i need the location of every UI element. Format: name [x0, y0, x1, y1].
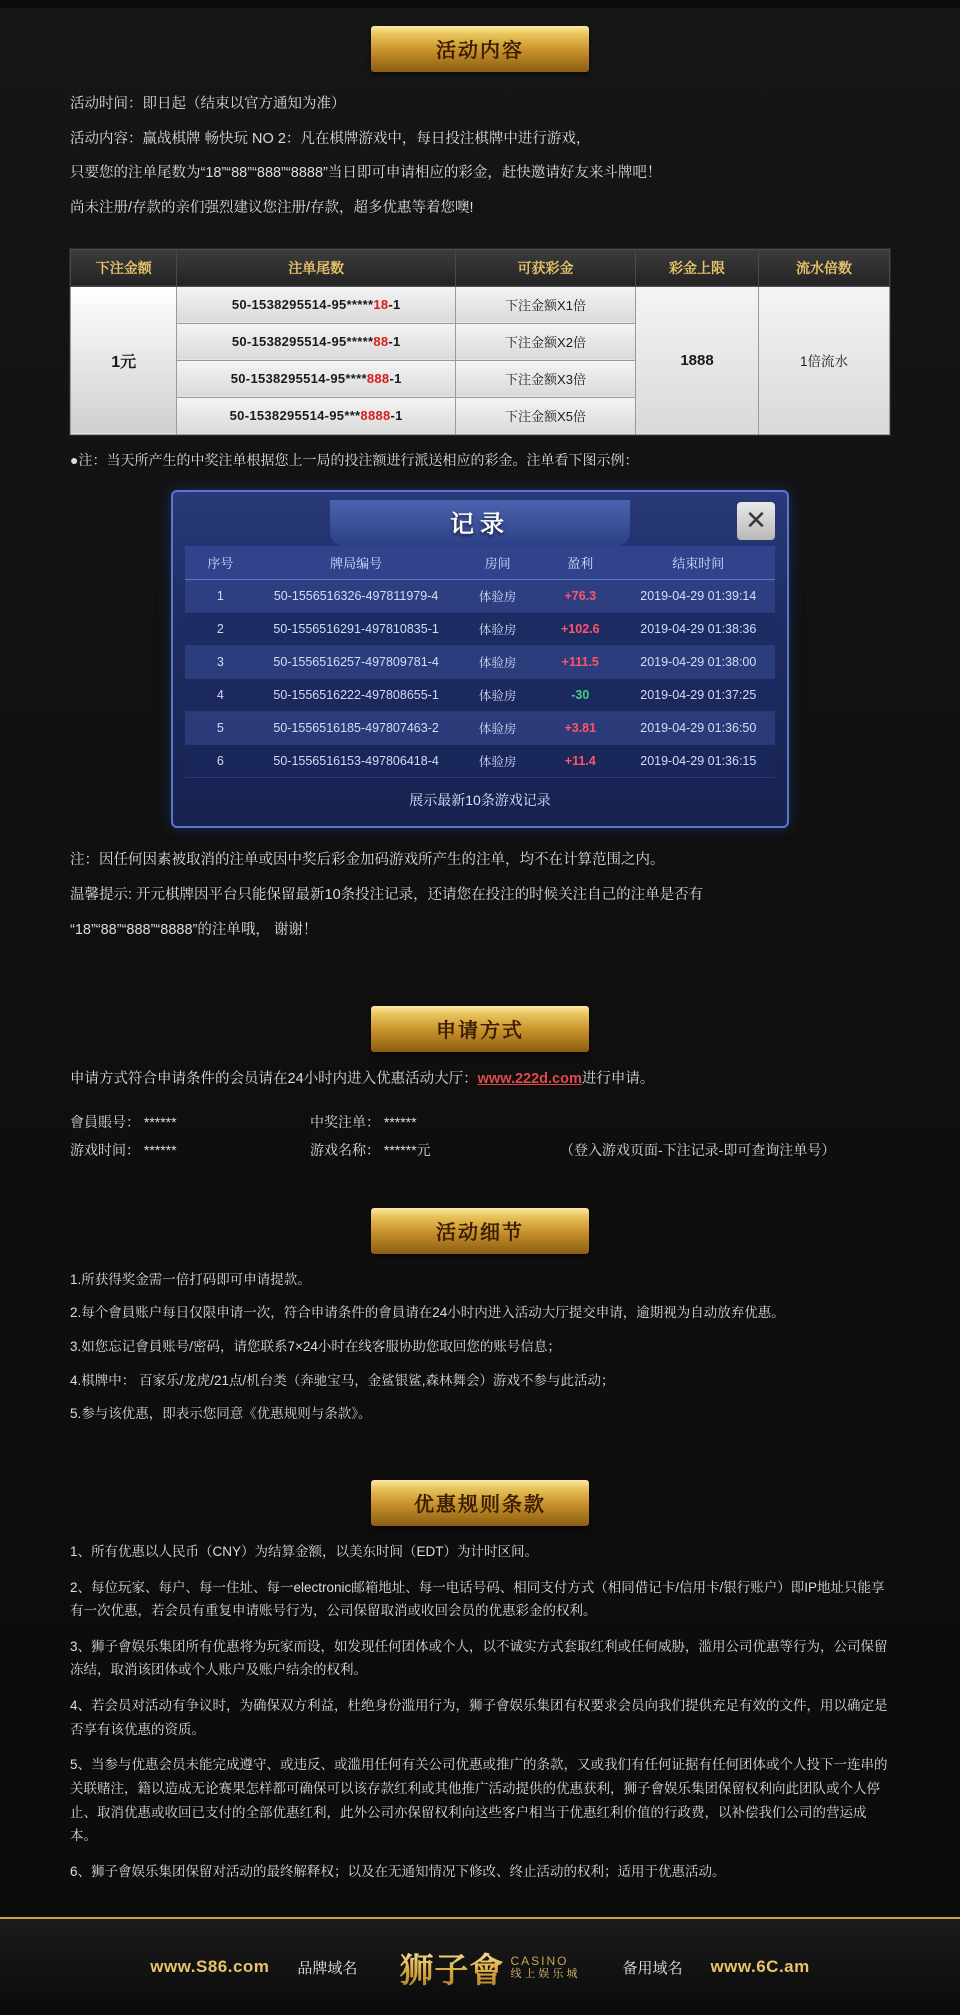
- th-bet-amount: 下注金额: [71, 249, 177, 286]
- intro-line-4: 尚未注册/存款的亲们强烈建议您注册/存款，超多优惠等着您噢!: [70, 199, 474, 216]
- apply-field-row: [70, 1136, 890, 1164]
- banner-label: 优惠规则条款: [414, 1493, 546, 1516]
- record-cell-room: 体验房: [456, 580, 539, 613]
- section-banner-apply: [0, 988, 960, 1066]
- section-banner-content: [0, 8, 960, 86]
- footer-main-label: 品牌域名: [297, 1959, 358, 1977]
- record-cell-no: 1: [185, 580, 256, 613]
- apply-pre-text: 申请方式符合申请条件的会员请在24小时内进入优惠活动大厅：: [70, 1071, 478, 1088]
- field-game-name: [310, 1136, 560, 1164]
- cell-serial: 50-1538295514-95***8888-1: [177, 397, 455, 434]
- th-flow: 流水倍数: [758, 249, 889, 286]
- detail-list: [70, 1268, 890, 1426]
- detail-item: 1.所获得奖金需一倍打码即可申请提款。: [70, 1271, 311, 1287]
- intro-line-3: 只要您的注单尾数为“18”“88”“888”“8888”当日即可申请相应的彩金，赶快邀请好友来斗牌吧！: [70, 165, 662, 182]
- brand-casino-text: CASINO: [510, 1953, 569, 1968]
- record-cell-game-id: 50-1556516185-497807463-2: [256, 712, 457, 745]
- footer-main-domain[interactable]: www.S86.com: [150, 1957, 270, 1977]
- page-footer: [0, 1917, 960, 2015]
- field-label: 中奖注单：: [310, 1113, 380, 1130]
- rth-time: 结束时间: [622, 546, 775, 580]
- field-extra-note: [560, 1108, 890, 1136]
- record-cell-no: 2: [185, 613, 256, 646]
- brand-sub-text: 线上娱乐城: [510, 1968, 581, 1980]
- cell-flow: 1倍流水: [758, 286, 889, 434]
- close-icon[interactable]: ✕: [737, 502, 775, 540]
- intro-line-1: 活动时间：即日起（结束以官方通知为准）: [70, 96, 346, 112]
- banner-rules-title: [371, 1480, 589, 1526]
- apply-fields: [70, 1108, 890, 1164]
- table-header-row: [71, 249, 890, 286]
- banner-detail-title: [371, 1208, 589, 1254]
- record-cell-time: 2019-04-29 01:38:36: [622, 613, 775, 646]
- record-cell-no: 4: [185, 679, 256, 712]
- cell-bonus: 下注金额X1倍: [455, 286, 635, 323]
- record-table: [185, 546, 775, 778]
- record-cell-profit: +102.6: [539, 613, 622, 646]
- cell-bonus: 下注金额X3倍: [455, 360, 635, 397]
- rule-item: 4、若会员对活动有争议时，为确保双方利益，杜绝身份滥用行为，狮子會娱乐集团有权要求会员向我们提供充足有效的文件，用以确定是否享有该优惠的资质。: [70, 1698, 888, 1737]
- record-title: 记录: [330, 500, 630, 547]
- cell-serial: 50-1538295514-95*****18-1: [177, 286, 455, 323]
- bonus-table: [70, 249, 890, 435]
- record-cell-room: 体验房: [456, 745, 539, 778]
- table-row: [71, 286, 890, 323]
- rth-room: 房间: [456, 546, 539, 580]
- field-label: 會員賬号：: [70, 1113, 140, 1130]
- record-row: [185, 712, 775, 745]
- record-row: [185, 646, 775, 679]
- bottom-notes: [70, 842, 890, 962]
- field-extra-note: （登入游戏页面-下注记录-即可查询注单号）: [560, 1141, 836, 1158]
- field-member-account: [70, 1108, 310, 1136]
- rule-item: 2、每位玩家、每户、每一住址、每一electronic邮箱地址、每一电话号码、相同支付方式（相同借记卡/信用卡/银行账户）即IP地址只能享有一次优惠，若会员有重复申请账号行为，公司保留取消或收回会员的优惠彩金的权利。: [70, 1579, 885, 1619]
- detail-item: 5.参与该优惠，即表示您同意《优惠规则与条款》。: [70, 1406, 372, 1422]
- banner-content-title: [371, 26, 589, 72]
- record-cell-game-id: 50-1556516153-497806418-4: [256, 745, 457, 778]
- section-banner-detail: [0, 1190, 960, 1268]
- apply-post-text: 进行申请。: [581, 1071, 655, 1088]
- record-cell-time: 2019-04-29 01:37:25: [622, 679, 775, 712]
- footer-backup-domain[interactable]: www.6C.am: [710, 1957, 810, 1977]
- brand-logo: [399, 1943, 580, 1992]
- record-cell-profit: +76.3: [539, 580, 622, 613]
- note-top: ●注：当天所产生的中奖注单根据您上一局的投注额进行派送相应的彩金。注单看下图示例：: [70, 451, 639, 468]
- record-cell-time: 2019-04-29 01:39:14: [622, 580, 775, 613]
- banner-label: 活动细节: [436, 1221, 524, 1244]
- note-line-2: 温馨提示: 开元棋牌因平台只能保留最新10条投注记录，还请您在投注的时候关注自己的注单是否有: [70, 887, 704, 903]
- record-cell-time: 2019-04-29 01:36:15: [622, 745, 775, 778]
- record-cell-profit: +3.81: [539, 712, 622, 745]
- rule-item: 6、狮子會娱乐集团保留对活动的最终解释权；以及在无通知情况下修改、终止活动的权利；适用于优惠活动。: [70, 1863, 726, 1879]
- field-winning-ticket: [310, 1108, 560, 1136]
- record-cell-game-id: 50-1556516257-497809781-4: [256, 646, 457, 679]
- record-cell-no: 3: [185, 646, 256, 679]
- field-value: ******: [143, 1113, 177, 1130]
- record-cell-profit: +11.4: [539, 745, 622, 778]
- record-cell-game-id: 50-1556516326-497811979-4: [256, 580, 457, 613]
- cell-serial: 50-1538295514-95*****88-1: [177, 323, 455, 360]
- record-cell-no: 5: [185, 712, 256, 745]
- banner-label: 活动内容: [436, 40, 524, 62]
- record-cell-room: 体验房: [456, 679, 539, 712]
- record-row: [185, 745, 775, 778]
- field-label: 游戏名称：: [310, 1141, 380, 1158]
- rule-item: 3、狮子會娱乐集团所有优惠将为玩家而设，如发现任何团体或个人，以不诚实方式套取红利或任何威胁，滥用公司优惠等行为，公司保留冻结，取消该团体或个人账户及账户结余的权利。: [70, 1638, 888, 1678]
- apply-field-row: [70, 1108, 890, 1136]
- record-header-row: [185, 546, 775, 580]
- cell-bonus: 下注金额X2倍: [455, 323, 635, 360]
- field-label: 游戏时间：: [70, 1141, 140, 1158]
- brand-name: 狮子會: [399, 1943, 504, 1992]
- record-cell-profit: -30: [539, 679, 622, 712]
- record-cell-game-id: 50-1556516222-497808655-1: [256, 679, 457, 712]
- record-cell-time: 2019-04-29 01:36:50: [622, 712, 775, 745]
- rule-item: 5、当参与优惠会员未能完成遵守、或违反、或滥用任何有关公司优惠或推广的条款，又或我们有任何证据有任何团体或个人投下一连串的关联赌注，籍以造成无论赛果怎样都可确保可以该存款红利或其他推广活动提供的优惠获利，狮子會娱乐集团保留权利向此团队或个人停止、取消优惠或收回已支付的全部优惠红利，此外公司亦保留权利向这些客户相当于优惠红利价值的行政费，以补偿我们公司的营运成本。: [70, 1757, 888, 1844]
- record-row: [185, 613, 775, 646]
- section-banner-rules: [0, 1462, 960, 1540]
- field-value: ******: [383, 1113, 417, 1130]
- detail-item: 2.每个會員账户每日仅限申请一次，符合申请条件的會員请在24小时内进入活动大厅提交申请，逾期视为自动放弃优惠。: [70, 1305, 785, 1321]
- record-cell-room: 体验房: [456, 613, 539, 646]
- cell-serial: 50-1538295514-95****888-1: [177, 360, 455, 397]
- record-header: [185, 502, 775, 542]
- banner-label: 申请方式: [436, 1020, 524, 1043]
- note-line-3: “18”“88”“888”“8888”的注单哦， 谢谢！: [70, 921, 318, 938]
- record-cell-no: 6: [185, 745, 256, 778]
- record-panel: [171, 490, 789, 828]
- detail-item: 3.如您忘记會員账号/密码，请您联系7×24小时在线客服协助您取回您的账号信息；: [70, 1339, 561, 1355]
- rth-profit: 盈利: [539, 546, 622, 580]
- record-footer-note: 展示最新10条游戏记录: [409, 792, 551, 809]
- th-cap: 彩金上限: [636, 249, 759, 286]
- intro-block: [70, 86, 890, 241]
- cell-bonus-cap: 1888: [636, 286, 759, 434]
- cell-bonus: 下注金额X5倍: [455, 397, 635, 434]
- record-cell-time: 2019-04-29 01:38:00: [622, 646, 775, 679]
- record-cell-room: 体验房: [456, 646, 539, 679]
- cell-bet-amount: 1元: [71, 286, 177, 434]
- intro-line-2: 活动内容：赢战棋牌 畅快玩 NO 2：凡在棋牌游戏中，每日投注棋牌中进行游戏，: [70, 130, 591, 147]
- rule-item: 1、所有优惠以人民币（CNY）为结算金额，以美东时间（EDT）为计时区间。: [70, 1543, 539, 1559]
- rules-list: [70, 1540, 890, 1884]
- detail-item: 4.棋牌中： 百家乐/龙虎/21点/机台类（奔驰宝马，金鲨银鲨,森林舞会）游戏不参与此活动；: [70, 1372, 615, 1388]
- apply-link[interactable]: www.222d.com: [477, 1071, 582, 1088]
- rth-game-id: 牌局编号: [256, 546, 457, 580]
- th-serial-suffix: 注单尾数: [177, 249, 455, 286]
- footer-backup-label: 备用域名: [622, 1959, 683, 1977]
- record-row: [185, 580, 775, 613]
- field-value: ******元: [383, 1141, 431, 1158]
- top-spacer: [0, 0, 960, 8]
- record-row: [185, 679, 775, 712]
- record-cell-game-id: 50-1556516291-497810835-1: [256, 613, 457, 646]
- record-cell-room: 体验房: [456, 712, 539, 745]
- field-game-time: [70, 1136, 310, 1164]
- rth-no: 序号: [185, 546, 256, 580]
- note-line-1: 注：因任何因素被取消的注单或因中奖后彩金加码游戏所产生的注单，均不在计算范围之内。: [70, 852, 665, 869]
- record-cell-profit: +111.5: [539, 646, 622, 679]
- banner-apply-title: [371, 1006, 589, 1052]
- th-bonus: 可获彩金: [455, 249, 635, 286]
- field-value: ******: [143, 1141, 177, 1158]
- apply-line: [70, 1066, 890, 1094]
